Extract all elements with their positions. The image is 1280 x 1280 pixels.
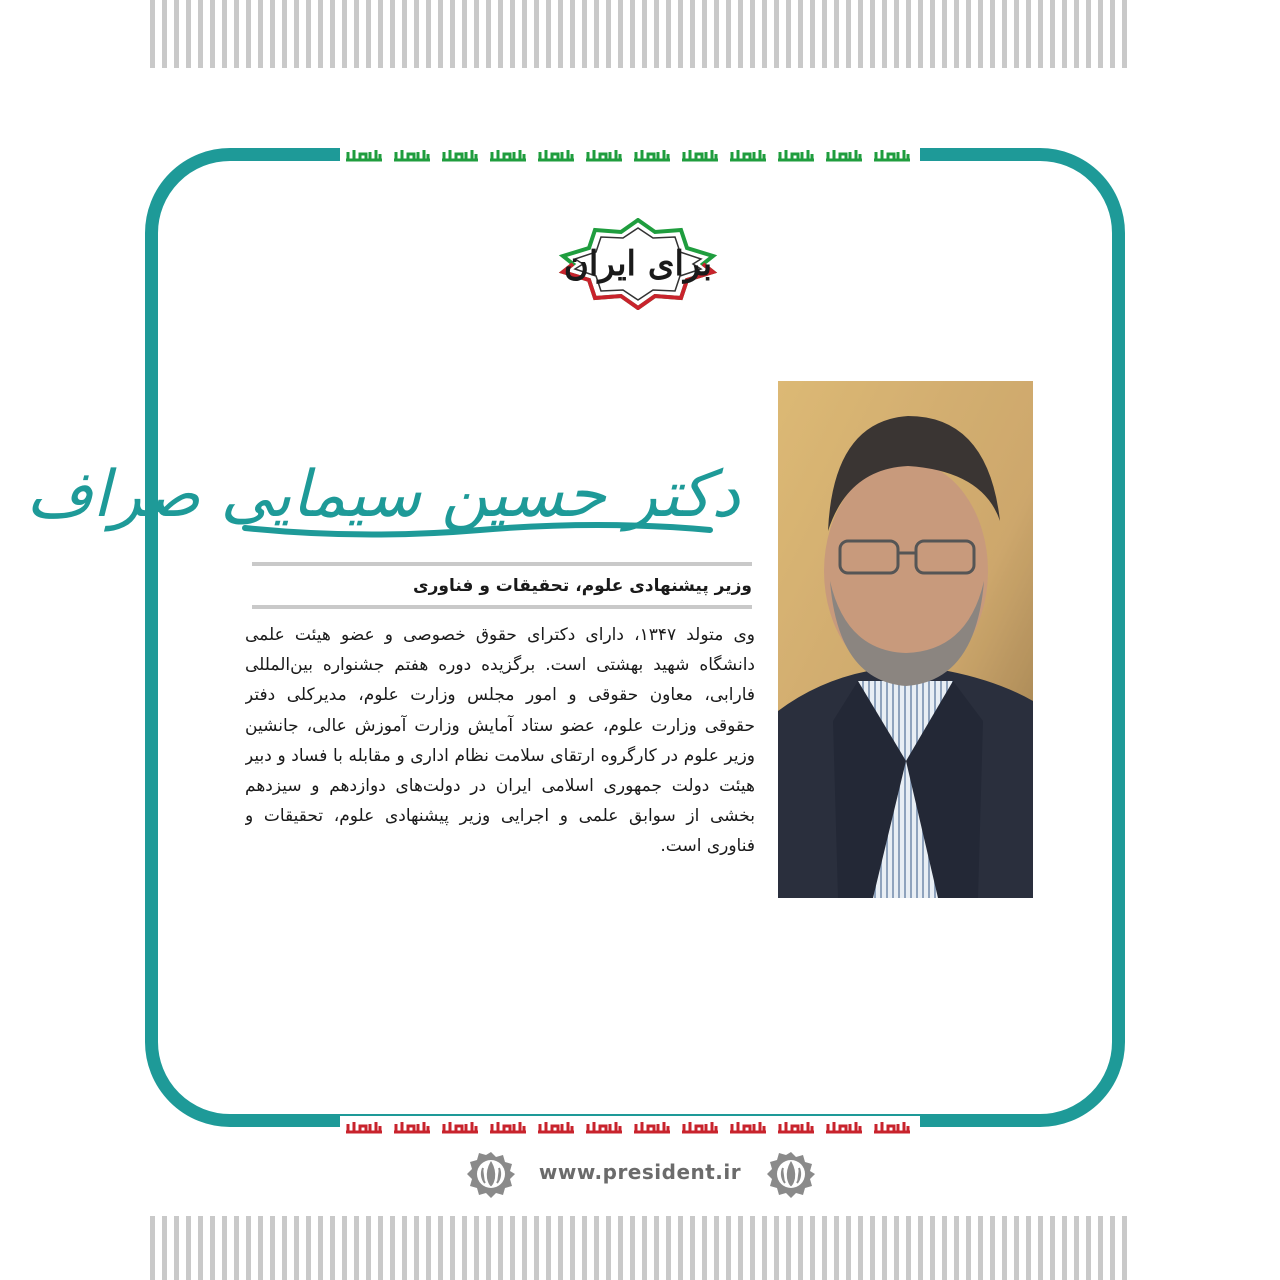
iran-emblem-icon xyxy=(767,1150,815,1198)
divider-bottom xyxy=(252,605,752,609)
minister-title: وزیر پیشنهادی علوم، تحقیقات و فناوری xyxy=(413,576,752,596)
top-flag-motif xyxy=(340,144,920,166)
bottom-flag-motif xyxy=(340,1116,920,1138)
minister-name: دکتر حسین سیمایی صراف xyxy=(26,458,740,532)
divider-top xyxy=(252,562,752,566)
logo-text: برای ایران xyxy=(563,244,713,284)
iran-emblem-icon xyxy=(467,1150,515,1198)
biography-text: وی متولد ۱۳۴۷، دارای دکترای حقوق خصوصی و عضو هیئت علمی دانشگاه شهید بهشتی است. برگزیده دوره هفتم جشنواره بین‌المللی فارابی، معاون حقوقی و امور مجلس وزارت علوم، مدیرکلی دفتر حقوقی وزارت علوم، عضو ستاد آمایش وزارت آموزش عالی، جانشین وزیر علوم در کارگروه ارتقای سلامت نظام اداری و مقابله با فساد و دبیر هیئت دولت جمهوری اسلامی ایران در دولت‌های دوازدهم و سیزدهم بخشی از سوابق علمی و اجرایی وزیر پیشنهادی علوم، تحقیقات و فناوری است. xyxy=(245,625,755,857)
bottom-stripe-decoration xyxy=(150,1216,1130,1280)
website-link[interactable]: www.president.ir xyxy=(538,1160,742,1184)
top-stripe-decoration xyxy=(150,0,1130,68)
name-calligraphy-swash xyxy=(240,500,720,540)
minister-portrait xyxy=(778,381,1033,898)
